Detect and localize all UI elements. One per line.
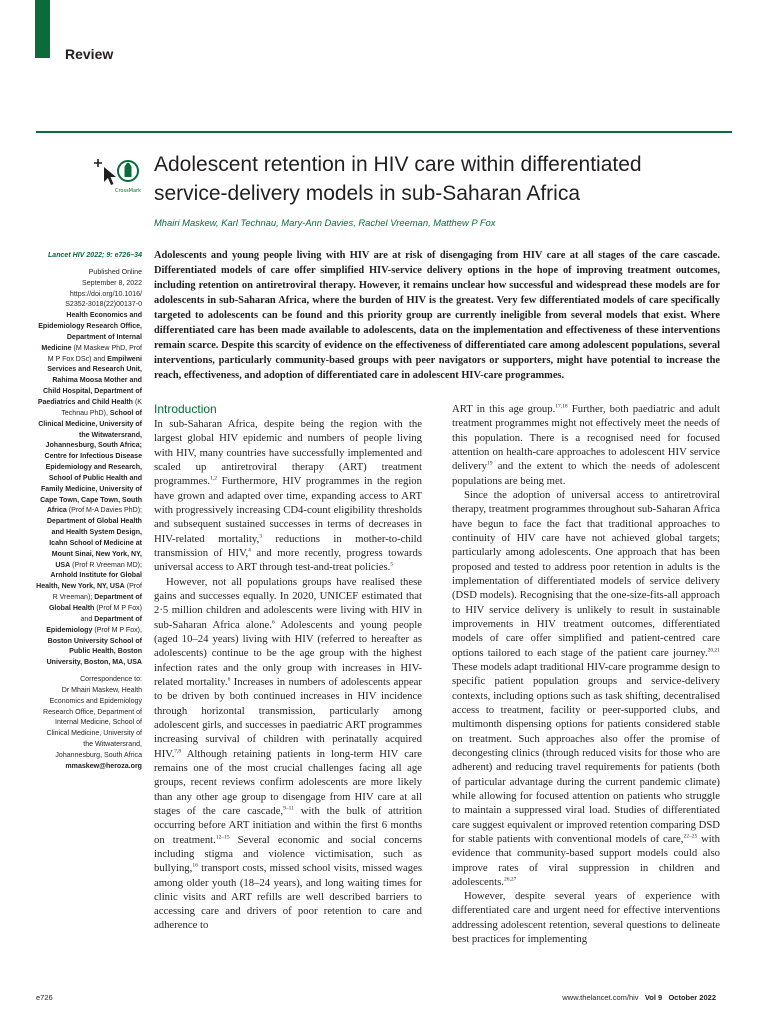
citation-reference[interactable]: 12–15: [215, 833, 230, 840]
paragraph-text: Although retaining patients in long-term HIV care remains one of the most crucial challenges facing all age groups, recent reviews confirm adolescents are more likely than any other age group to disengage from HIV care at all stages of the care cascade,: [154, 747, 422, 817]
body-paragraph: [452, 402, 720, 488]
paragraph-text: Furthermore, HIV programmes in the region have grown and adapted over time, expanding access to ART with progressively increasing CD4-count eligibility thresholds and subsequent sustained successes in terms of decreases in HIV-related mortality,: [154, 475, 422, 545]
section-label: Review: [65, 46, 114, 62]
doi-link-cont[interactable]: S2352-3018(22)00137-0: [65, 301, 142, 309]
paragraph-text: and more recently, progress towards universal access to ART through test-and-treat policies.: [154, 546, 422, 574]
affiliation-conjunction: and: [80, 615, 95, 623]
paragraph-text: Several economic and social concerns including stigma and violence victimisation, such as bullying,: [154, 833, 423, 875]
correspondence-address: Dr Mhairi Maskew, Health Economics and Epidemiology Research Office, Department of Internal Medicine, School of Clinical Medicine, University of the Witwatersrand, Johannesburg, South Africa: [43, 686, 142, 759]
citation-reference[interactable]: 3: [259, 533, 262, 540]
citation-reference[interactable]: 17,18: [555, 403, 568, 410]
article-title: Adolescent retention in HIV care within differentiated service-delivery models in sub-Saharan Africa: [154, 153, 642, 205]
affiliation-institution: Department of Epidemiology: [46, 615, 142, 634]
affiliation-conjunction: and: [93, 355, 108, 363]
affiliation-institution: Department of Global Health and Health System Design, Icahn School of Medicine at Mount Sinai, New York, NY, USA: [46, 518, 142, 569]
crossmark-icon[interactable]: [94, 155, 142, 195]
paragraph-text: transport costs, missed school visits, missed wages among older youth (18–24 years), and long waiting times for clinic visits and ART refills are well described barriers to accessing care and drivers of poor retention to care and adherence to: [154, 862, 422, 932]
paragraph-text: with the bulk of attrition occurring before ART initiation and within the first 6 months on treatment.: [154, 804, 422, 846]
paragraph-text: Further, both paediatric and adult treatment programmes might not effectively meet the needs of this population. There is a recognised need for focused attention on health-care approaches to adolescent HIV service delivery: [452, 403, 721, 473]
citation-reference[interactable]: 4: [248, 547, 251, 554]
affiliation-institution: Arnhold Institute for Global Health, New York, NY, USA: [36, 572, 142, 591]
section-heading-introduction: Introduction: [154, 402, 217, 416]
journal-color-tab: [35, 0, 50, 58]
published-label: Published Online: [88, 268, 142, 276]
issue-date: October 2022: [668, 993, 716, 1002]
paragraph-text: reductions in mother-to-child transmission of HIV,: [154, 532, 422, 559]
article-sidebar: [36, 251, 142, 773]
citation-reference[interactable]: 7,8: [174, 747, 182, 754]
body-paragraph: [452, 889, 720, 946]
journal-footer: [562, 993, 716, 1002]
affiliation-institution: School of Clinical Medicine, University of the Witwatersrand, Johannesburg, South Africa; Centre for Infectious Disease Epidemiology and Research, School of Public Health and Family Medicine, University of Cape Town, Cape Town, South Africa: [38, 409, 142, 515]
affiliation-authors: (Prof M-A Davies PhD);: [66, 507, 142, 515]
paragraph-text: Adolescents and young people (aged 10–24 years) living with HIV (referred to hereafter as adolescents) continue to be the age group with the highest infection rates and the only group with increases in HIV-related mortality.: [154, 618, 422, 688]
body-paragraph: [154, 417, 422, 575]
citation-reference[interactable]: 20,21: [707, 647, 720, 654]
paragraph-text: ART in this age group.: [452, 403, 556, 415]
paragraph-text: In sub-Saharan Africa, despite being the region with the largest global HIV epidemic and numbers of people living with HIV, many countries have successfully implemented and scaled up antiretroviral therapy (ART) treatment programmes.: [154, 418, 422, 488]
page-number: e726: [36, 993, 53, 1002]
paragraph-text: These models adapt traditional HIV-care programme design to specific patient population groups and service-delivery contexts, including options such as task shifting, decentralised access to treatment, facility or peer-supported clubs, and multimonth dispensing options for patients considered stable on treatment. Such approaches also offer the promise of decongesting clinics (through reduced visits for those who are adherent) and reducing travel requirements for patients (both of particular advantage during the current pandemic climate) while allowing for focused attention on patients who struggle to maintain a suppressed viral load. Studies of differentiated care suggest equivalent or improved retention comparing DSD for stable patients with conventional models of care,: [452, 660, 721, 845]
body-column-left: [154, 402, 422, 933]
affiliation-institution: Health Economics and Epidemiology Research Office, Department of Internal Medicine: [38, 312, 142, 352]
citation-reference[interactable]: 1,2: [210, 475, 217, 482]
citation-reference[interactable]: 9–11: [283, 805, 294, 812]
crossmark-label: CrossMark: [114, 188, 142, 194]
citation-reference[interactable]: 6: [227, 676, 231, 683]
journal-url[interactable]: www.thelancet.com/hiv: [562, 993, 639, 1002]
paragraph-text: Since the adoption of universal access to antiretroviral therapy, treatment programmes throughout sub-Saharan Africa have begun to face the fact that traditional approaches to continuity of HIV care have not achieved global targets; particularly among adolescents. One approach that has been proposed and tested to address poor retention in adults is the implementation of differentiated models of service delivery (DSD models). Recognising that the one-size-fits-all approach to HIV service delivery is unlikely to result in sustainable improvements in HIV treatment outcomes, differentiated models of care offer simplified and patient-centred care options tailored to each stage of the patient care journey.: [452, 488, 720, 659]
affiliation-authors: (Prof M P Fox): [94, 605, 142, 612]
citation-reference[interactable]: 5: [390, 561, 394, 568]
affiliation-authors: (Prof M P Fox),: [92, 626, 142, 634]
correspondence-email[interactable]: mmaskew@heroza.org: [65, 762, 142, 770]
citation-reference[interactable]: 26,27: [503, 876, 517, 883]
author-list: Mhairi Maskew, Karl Technau, Mary-Ann Davies, Rachel Vreeman, Matthew P Fox: [154, 217, 496, 228]
journal-volume: Vol 9: [644, 993, 663, 1002]
paragraph-text: with evidence that community-based support models could also improve rates of viral suppression in children and adolescents.: [452, 832, 720, 888]
paragraph-text: Increases in numbers of adolescents appear to be driven by both continued increases in HIV incidence through horizontal transmission, particularly among adolescent girls, and successes in paediatric ART programmes increasing survival of children with perinatally acquired HIV.: [154, 675, 422, 760]
abstract: Adolescents and young people living with HIV are at risk of disengaging from HIV care at all stages of the care cascade. Differentiated models of care offer simplified HIV-service delivery options in the hope of improving treatment outcomes, including retention on antiretroviral therapy. However, it remains unclear how successful and widespread these models are for adolescents in sub-Saharan Africa, where the burden of HIV is the greatest. Very few differentiated models of care specifically targeted to adolescents can be found and this priority group are currently ineligible from several models that exist. Where differentiated care has been made available to adolescents, data on the implementation and effectiveness of these interventions remain scarce. Despite this scarcity of evidence on the effectiveness of differentiated care among adolescent populations, several interventions, particularly community-based groups with peer navigators or supporters, might have potential to increase the reach, effectiveness, and adoption of differentiated care in adolescent HIV-care programmes.: [154, 250, 720, 381]
citation-reference[interactable]: 22–25: [683, 833, 698, 840]
author-affiliations: [36, 311, 142, 669]
doi-link[interactable]: https://doi.org/10.1016/: [69, 290, 142, 298]
affiliation-authors: (Prof R Vreeman);: [52, 583, 142, 602]
paragraph-text: However, not all populations groups have realised these gains and successes equally. In 2020, UNICEF estimated that 2·5 million children and adolescents were living with HIV in sub-Saharan Africa alone.: [154, 575, 422, 631]
affiliation-authors: (K Technau PhD),: [61, 398, 142, 417]
affiliation-institution: Empilweni Services and Research Unit, Rahima Moosa Mother and Child Hospital, Department of Paediatrics and Child Health: [37, 355, 142, 406]
correspondence-label: Correspondence to:: [80, 676, 142, 684]
citation-reference[interactable]: 16: [192, 862, 198, 869]
journal-citation: Lancet HIV 2022; 9: e726–34: [47, 252, 142, 259]
affiliation-institution: Department of Global Health: [48, 594, 142, 612]
body-paragraph: [154, 575, 422, 933]
affiliation-institution: Boston University School of Public Health, Boston University, Boston, MA, USA: [46, 637, 142, 667]
paragraph-text: However, despite several years of experience with differentiated care and urgent need for effective interventions addressing adolescent retention, several questions to delineate best practices for implementing: [452, 890, 720, 946]
affiliation-authors: (M Maskew PhD, Prof M P Fox DSc): [47, 344, 142, 363]
body-paragraph: [452, 488, 720, 889]
affiliation-authors: (Prof R Vreeman MD);: [70, 561, 142, 569]
published-date: September 8, 2022: [82, 279, 142, 287]
citation-reference[interactable]: 19: [487, 460, 493, 467]
header-rule: [36, 131, 732, 133]
paragraph-text: and the extent to which the needs of adolescent populations are being met.: [452, 460, 720, 487]
body-column-right: [452, 402, 720, 946]
citation-reference[interactable]: 6: [271, 619, 275, 626]
